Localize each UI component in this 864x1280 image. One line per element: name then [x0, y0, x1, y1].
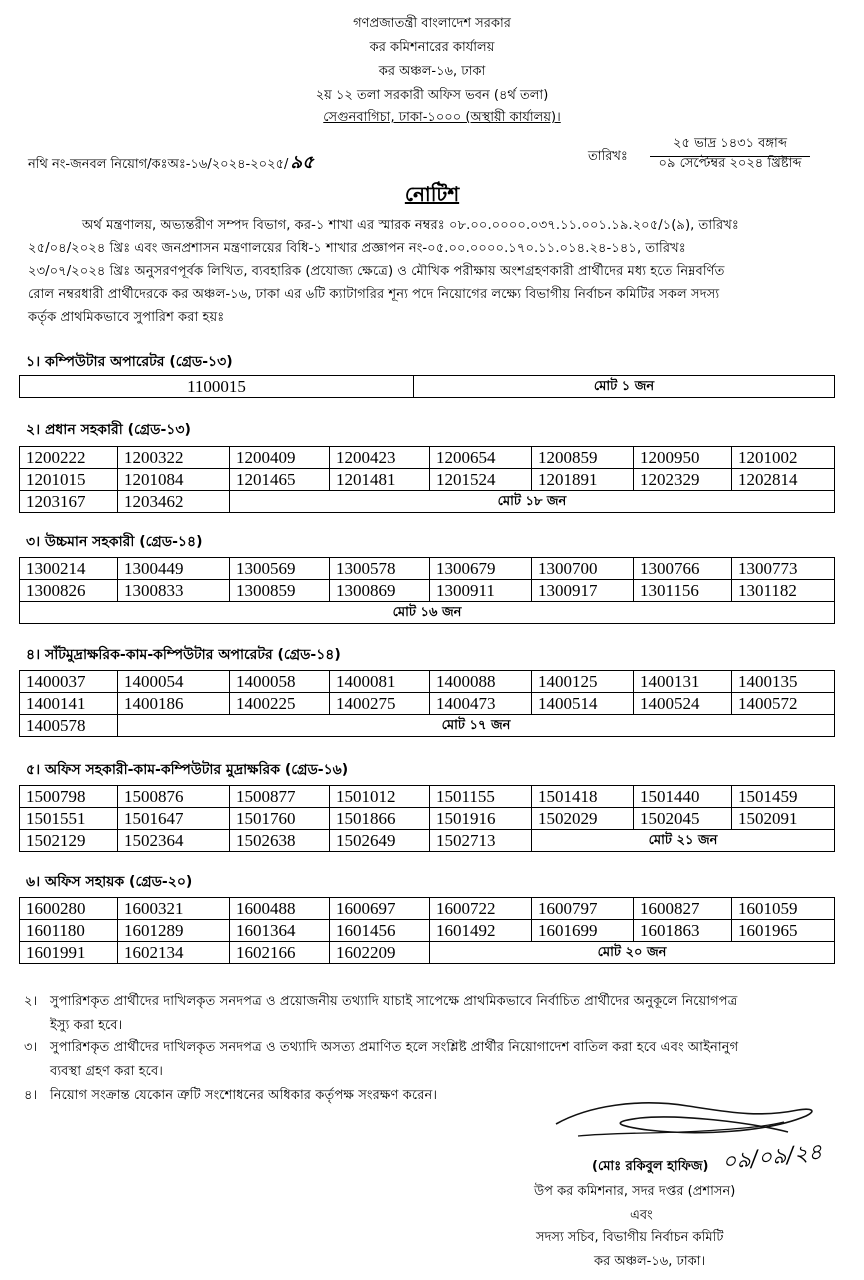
roll-cell: 1201465 — [230, 469, 330, 491]
section-1-heading: ১। কম্পিউটার অপারেটর (গ্রেড-১৩) — [26, 354, 233, 370]
signatory-name: (মোঃ রকিবুল হাফিজ) — [592, 1159, 709, 1174]
note-2-text — [50, 990, 830, 1038]
roll-cell: 1600488 — [230, 898, 330, 920]
section-6-table — [19, 897, 835, 964]
roll-cell: 1300826 — [20, 580, 118, 602]
roll-cell: 1601289 — [118, 920, 230, 942]
roll-cell: 1400578 — [20, 715, 118, 737]
section-2-table — [19, 446, 835, 513]
table-row — [20, 715, 835, 737]
roll-cell: 1600797 — [532, 898, 634, 920]
signatory-designation-2: সদস্য সচিব, বিভাগীয় নির্বাচন কমিটি — [536, 1230, 724, 1245]
roll-cell: 1400088 — [430, 671, 532, 693]
table-row — [20, 558, 835, 580]
note-4-number: ৪। — [24, 1088, 38, 1103]
roll-cell: 1502713 — [430, 830, 532, 852]
table-row — [20, 469, 835, 491]
roll-cell: 1400054 — [118, 671, 230, 693]
note-3-number: ৩। — [24, 1040, 38, 1055]
roll-cell: 1300578 — [330, 558, 430, 580]
section-4-heading: ৪। সাঁটমুদ্রাক্ষরিক-কাম-কম্পিউটার অপারেটর (গ্রেড-১৪) — [26, 647, 341, 663]
section-5-total: মোট ২১ জন — [532, 830, 835, 852]
roll-cell: 1600697 — [330, 898, 430, 920]
header-line-4: ২য় ১২ তলা সরকারী অফিস ভবন (৪র্থ তলা) — [315, 88, 549, 103]
signatory-conjunction: এবং — [630, 1208, 653, 1223]
section-5-table — [19, 785, 835, 852]
roll-cell: 1400572 — [732, 693, 835, 715]
table-row — [20, 693, 835, 715]
roll-cell: 1400081 — [330, 671, 430, 693]
roll-cell: 1300869 — [330, 580, 430, 602]
roll-cell: 1300773 — [732, 558, 835, 580]
note-2-number: ২। — [24, 994, 38, 1009]
table-row — [20, 602, 835, 624]
roll-cell: 1200409 — [230, 447, 330, 469]
table-row — [20, 376, 835, 398]
roll-cell: 1502649 — [330, 830, 430, 852]
page-title-text: নোটিশ — [404, 182, 460, 206]
section-2-heading: ২। প্রধান সহকারী (গ্রেড-১৩) — [26, 422, 191, 438]
roll-cell: 1400186 — [118, 693, 230, 715]
roll-cell: 1300449 — [118, 558, 230, 580]
table-row — [20, 447, 835, 469]
roll-cell: 1501647 — [118, 808, 230, 830]
signatory-office: কর অঞ্চল-১৬, ঢাকা। — [594, 1254, 706, 1269]
roll-cell: 1602209 — [330, 942, 430, 964]
intro-line-5: কর্তৃক প্রাথমিকভাবে সুপারিশ করা হয়ঃ — [28, 310, 225, 325]
roll-cell: 1300859 — [230, 580, 330, 602]
handwritten-date: ০৯/০৯/২৪ — [720, 1139, 824, 1176]
section-1-table — [19, 375, 835, 398]
roll-cell: 1201015 — [20, 469, 118, 491]
roll-cell: 1203167 — [20, 491, 118, 513]
roll-cell: 1501551 — [20, 808, 118, 830]
header-line-5 — [10, 108, 864, 129]
roll-cell: 1300911 — [430, 580, 532, 602]
roll-cell: 1201481 — [330, 469, 430, 491]
roll-cell: 1300700 — [532, 558, 634, 580]
roll-cell: 1300679 — [430, 558, 532, 580]
table-row — [20, 671, 835, 693]
roll-cell: 1600321 — [118, 898, 230, 920]
roll-cell: 1501866 — [330, 808, 430, 830]
note-3-line-2: ব্যবস্থা গ্রহণ করা হবে। — [50, 1064, 164, 1079]
roll-cell: 1602134 — [118, 942, 230, 964]
section-3-table — [19, 557, 835, 624]
date-label: তারিখঃ — [588, 149, 628, 164]
section-6-total: মোট ২০ জন — [430, 942, 835, 964]
roll-cell: 1601991 — [20, 942, 118, 964]
roll-cell: 1202329 — [634, 469, 732, 491]
roll-cell: 1602166 — [230, 942, 330, 964]
roll-cell: 1300917 — [532, 580, 634, 602]
roll-cell: 1601180 — [20, 920, 118, 942]
section-3-heading: ৩। উচ্চমান সহকারী (গ্রেড-১৪) — [26, 534, 203, 550]
roll-cell: 1601699 — [532, 920, 634, 942]
note-3-text — [50, 1036, 830, 1084]
roll-cell: 1300833 — [118, 580, 230, 602]
date-english: ০৯ সেপ্টেম্বর ২০২৪ খ্রিষ্টাব্দ — [658, 156, 802, 171]
table-row — [20, 830, 835, 852]
roll-cell: 1400473 — [430, 693, 532, 715]
roll-cell: 1502129 — [20, 830, 118, 852]
header-line-2: কর কমিশনারের কার্যালয় — [369, 40, 495, 55]
roll-cell: 1501459 — [732, 786, 835, 808]
memo-reference — [28, 148, 314, 179]
roll-cell: 1502029 — [532, 808, 634, 830]
section-5-heading: ৫। অফিস সহকারী-কাম-কম্পিউটার মুদ্রাক্ষরিক (গ্রেড-১৬) — [26, 762, 349, 778]
section-4-table — [19, 670, 835, 737]
roll-cell: 1501760 — [230, 808, 330, 830]
roll-cell: 1200322 — [118, 447, 230, 469]
memo-ref-text: নথি নং-জনবল নিয়োগ/কঃঅঃ-১৬/২০২৪-২০২৫/ — [28, 157, 289, 172]
table-row — [20, 920, 835, 942]
intro-line-2: ২৫/০৪/২০২৪ খ্রিঃ এবং জনপ্রশাসন মন্ত্রণালয়ের বিধি-১ শাখার প্রজ্ঞাপন নং-০৫.০০.০০০০.১৭০.১১.০১৪.২৪-১৪১, তারিখঃ — [28, 241, 686, 256]
roll-cell: 1301182 — [732, 580, 835, 602]
roll-cell: 1201891 — [532, 469, 634, 491]
roll-cell: 1600827 — [634, 898, 732, 920]
signatory-designation-1: উপ কর কমিশনার, সদর দপ্তর (প্রশাসন) — [534, 1184, 736, 1199]
roll-cell: 1600722 — [430, 898, 532, 920]
roll-cell: 1202814 — [732, 469, 835, 491]
roll-cell: 1300214 — [20, 558, 118, 580]
roll-cell: 1200950 — [634, 447, 732, 469]
roll-cell: 1400524 — [634, 693, 732, 715]
memo-ref-handwritten: ৯৫ — [290, 152, 314, 173]
note-4-line-1: নিয়োগ সংক্রান্ত যেকোন ত্রুটি সংশোধনের অধিকার কর্তৃপক্ষ সংরক্ষণ করেন। — [50, 1088, 438, 1103]
note-3-line-1: সুপারিশকৃত প্রার্থীদের দাখিলকৃত সনদপত্র ও তথ্যাদি অসত্য প্রমাণিত হলে সংশ্লিষ্ট প্রার্থীর নিয়োগাদেশ বাতিল করা হবে এবং আইনানুগ — [50, 1040, 739, 1055]
roll-cell: 1201524 — [430, 469, 532, 491]
roll-cell: 1601863 — [634, 920, 732, 942]
roll-cell: 1502638 — [230, 830, 330, 852]
roll-cell: 1501916 — [430, 808, 532, 830]
table-row — [20, 786, 835, 808]
table-row — [20, 898, 835, 920]
roll-cell: 1400514 — [532, 693, 634, 715]
roll-cell: 1400275 — [330, 693, 430, 715]
header-line-3: কর অঞ্চল-১৬, ঢাকা — [378, 64, 486, 79]
roll-cell: 1400125 — [532, 671, 634, 693]
roll-cell: 1400141 — [20, 693, 118, 715]
roll-cell: 1502045 — [634, 808, 732, 830]
section-1-total: মোট ১ জন — [414, 376, 835, 398]
roll-cell: 1500877 — [230, 786, 330, 808]
roll-cell: 1400225 — [230, 693, 330, 715]
table-row — [20, 491, 835, 513]
intro-line-3: ২৩/০৭/২০২৪ খ্রিঃ অনুসরণপূর্বক লিখিত, ব্যবহারিক (প্রযোজ্য ক্ষেত্রে) ও মৌখিক পরীক্ষায় অংশগ্রহণকারী প্রার্থীদের মধ্য হতে নিম্নবর্ণিত — [28, 264, 725, 279]
section-4-total: মোট ১৭ জন — [118, 715, 835, 737]
intro-line-4: রোল নম্বরধারী প্রার্থীদেরকে কর অঞ্চল-১৬, ঢাকা এর ৬টি ক্যাটাগরির শূন্য পদে নিয়োগের লক্ষ্যে বিভাগীয় নির্বাচন কমিটির সকল সদস্য — [28, 287, 720, 302]
roll-cell: 1502091 — [732, 808, 835, 830]
roll-cell: 1300766 — [634, 558, 732, 580]
header-address: সেগুনবাগিচা, ঢাকা-১০০০ (অস্থায়ী কার্যালয়)। — [323, 110, 561, 125]
note-2-line-2: ইস্যু করা হবে। — [50, 1018, 123, 1033]
note-2 — [24, 990, 824, 1040]
roll-cell: 1601059 — [732, 898, 835, 920]
roll-cell: 1501155 — [430, 786, 532, 808]
table-row — [20, 580, 835, 602]
intro-paragraph — [28, 214, 836, 329]
table-row — [20, 808, 835, 830]
date-bangla: ২৫ ভাদ্র ১৪৩১ বঙ্গাব্দ — [650, 134, 810, 157]
roll-cell: 1502364 — [118, 830, 230, 852]
roll-cell: 1300569 — [230, 558, 330, 580]
roll-cell: 1501012 — [330, 786, 430, 808]
roll-cell: 1601456 — [330, 920, 430, 942]
roll-cell: 1200423 — [330, 447, 430, 469]
note-3 — [24, 1036, 824, 1086]
intro-line-1: অর্থ মন্ত্রণালয়, অভ্যন্তরীণ সম্পদ বিভাগ, কর-১ শাখা এর স্মারক নম্বরঃ ০৮.০০.০০০০.০৩৭.১১.০০১.১৯.২০৫/১(৯), তারিখঃ — [82, 218, 739, 233]
roll-cell: 1100015 — [20, 376, 414, 398]
roll-cell: 1203462 — [118, 491, 230, 513]
roll-cell: 1201002 — [732, 447, 835, 469]
roll-cell: 1400131 — [634, 671, 732, 693]
roll-cell: 1501440 — [634, 786, 732, 808]
roll-cell: 1200859 — [532, 447, 634, 469]
header-line-1: গণপ্রজাতন্ত্রী বাংলাদেশ সরকার — [353, 16, 511, 31]
roll-cell: 1501418 — [532, 786, 634, 808]
section-3-total: মোট ১৬ জন — [20, 602, 835, 624]
roll-cell: 1601364 — [230, 920, 330, 942]
roll-cell: 1400058 — [230, 671, 330, 693]
roll-cell: 1500876 — [118, 786, 230, 808]
roll-cell: 1601965 — [732, 920, 835, 942]
table-row — [20, 942, 835, 964]
section-2-total: মোট ১৮ জন — [230, 491, 835, 513]
roll-cell: 1601492 — [430, 920, 532, 942]
roll-cell: 1200654 — [430, 447, 532, 469]
roll-cell: 1400135 — [732, 671, 835, 693]
roll-cell: 1500798 — [20, 786, 118, 808]
note-2-line-1: সুপারিশকৃত প্রার্থীদের দাখিলকৃত সনদপত্র ও প্রয়োজনীয় তথ্যাদি যাচাই সাপেক্ষে প্রাথমিকভাবে নির্বাচিত প্রার্থীদের অনুকূলে নিয়োগপত্র — [50, 994, 738, 1009]
roll-cell: 1201084 — [118, 469, 230, 491]
page-title — [0, 180, 864, 213]
roll-cell: 1301156 — [634, 580, 732, 602]
section-6-heading: ৬। অফিস সহায়ক (গ্রেড-২০) — [26, 874, 193, 890]
roll-cell: 1600280 — [20, 898, 118, 920]
roll-cell: 1400037 — [20, 671, 118, 693]
roll-cell: 1200222 — [20, 447, 118, 469]
